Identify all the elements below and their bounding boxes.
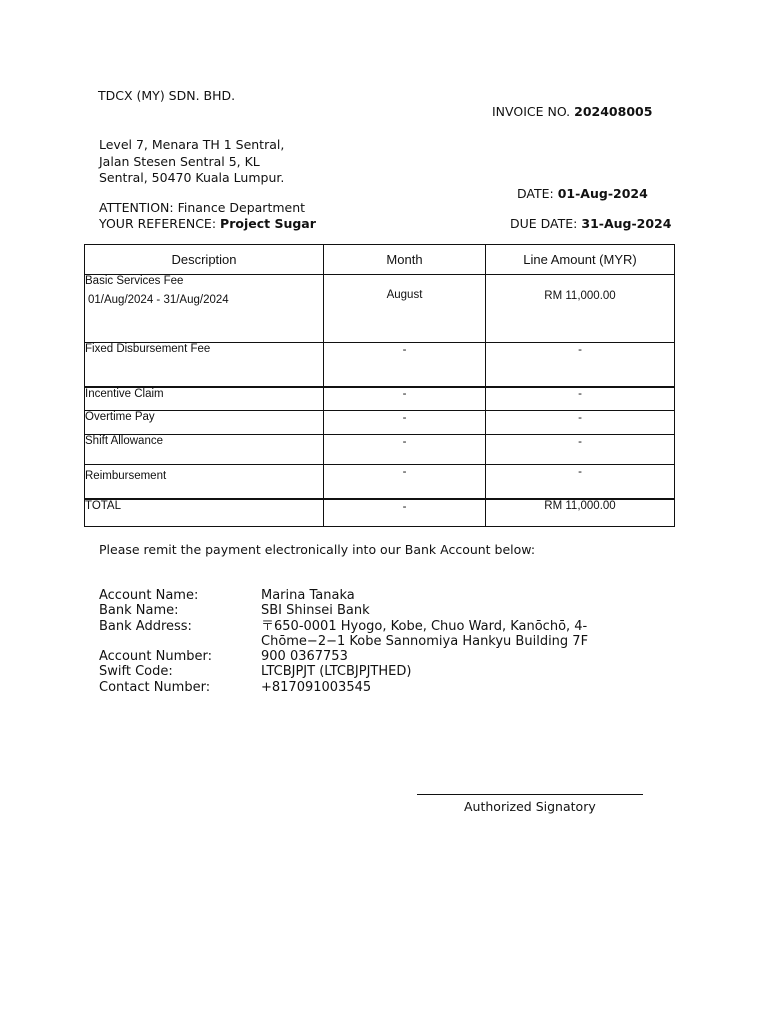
due-date <box>510 216 671 231</box>
row-amount: - <box>486 387 675 411</box>
row-amount: RM 11,000.00 <box>486 275 675 343</box>
contact-number-label: Contact Number: <box>99 679 211 695</box>
row-description <box>85 275 324 343</box>
bank-name-value: SBI Shinsei Bank <box>261 603 370 619</box>
row-description: Reimbursement <box>85 465 324 500</box>
invoice-date-value: 01-Aug-2024 <box>557 186 648 201</box>
row-description: Incentive Claim <box>85 387 324 411</box>
table-row <box>85 435 675 465</box>
table-header-row <box>85 245 675 275</box>
row-month: - <box>324 387 486 411</box>
contact-number-value: +817091003545 <box>261 679 372 695</box>
row-description: Shift Allowance <box>85 435 324 465</box>
invoice-table <box>84 244 675 527</box>
account-number-value: 900 0367753 <box>261 649 348 665</box>
row-amount: - <box>486 465 675 500</box>
bank-row-account-name <box>99 588 621 603</box>
due-date-value: 31-Aug-2024 <box>581 216 672 231</box>
row-amount: - <box>486 343 675 388</box>
table-row <box>85 411 675 435</box>
attention-value: Finance Department <box>177 200 306 215</box>
header-description: Description <box>85 245 324 275</box>
invoice-number <box>492 104 652 119</box>
header-month: Month <box>324 245 486 275</box>
table-row <box>85 387 675 411</box>
company-address <box>99 137 284 187</box>
table-row <box>85 343 675 388</box>
row-description: Fixed Disbursement Fee <box>85 343 324 388</box>
bank-row-contact <box>99 680 621 695</box>
bank-address-value: 〒650-0001 Hyogo, Kobe, Chuo Ward, Kanōchō, 4-Chōme−2−1 Kobe Sannomiya Hankyu Building 7F <box>261 618 589 649</box>
table-row <box>85 275 675 343</box>
row-month: August <box>324 275 486 343</box>
total-label: TOTAL <box>85 499 324 527</box>
row-month: - <box>324 435 486 465</box>
header-line-amount: Line Amount (MYR) <box>486 245 675 275</box>
invoice-date <box>517 186 648 201</box>
total-amount: RM 11,000.00 <box>486 499 675 527</box>
attention-line <box>99 200 305 215</box>
row-month: - <box>324 411 486 435</box>
row-description: Overtime Pay <box>85 411 324 435</box>
reference-label: YOUR REFERENCE: <box>99 216 217 231</box>
bank-details <box>99 588 621 695</box>
table-total-row <box>85 499 675 527</box>
invoice-date-label: DATE: <box>517 186 554 201</box>
address-line: Sentral, 50470 Kuala Lumpur. <box>99 170 285 185</box>
bank-row-address <box>99 619 621 650</box>
company-name: TDCX (MY) SDN. BHD. <box>98 88 236 103</box>
address-line: Level 7, Menara TH 1 Sentral, <box>99 137 285 152</box>
row-month: - <box>324 343 486 388</box>
total-month: - <box>324 499 486 527</box>
reference-value: Project Sugar <box>220 216 316 231</box>
account-name-value: Marina Tanaka <box>261 588 355 603</box>
address-line: Jalan Stesen Sentral 5, KL <box>99 153 260 169</box>
row-description-label: Basic Services Fee <box>85 275 184 287</box>
account-name-label: Account Name: <box>99 588 199 603</box>
swift-code-label: Swift Code: <box>99 664 173 680</box>
bank-row-bank-name <box>99 603 621 618</box>
authorized-signatory-label: Authorized Signatory <box>464 799 596 814</box>
remit-note: Please remit the payment electronically into our Bank Account below: <box>99 542 536 557</box>
bank-row-swift <box>99 664 621 679</box>
invoice-number-value: 202408005 <box>574 104 653 119</box>
due-date-label: DUE DATE: <box>510 216 578 231</box>
row-period: 01/Aug/2024 - 31/Aug/2024 <box>88 294 229 306</box>
attention-label: ATTENTION: <box>99 200 174 215</box>
row-amount: - <box>486 411 675 435</box>
table-row <box>85 465 675 500</box>
swift-code-value: LTCBJPJT (LTCBJPJTHED) <box>261 664 412 680</box>
row-amount: - <box>486 435 675 465</box>
bank-address-label: Bank Address: <box>99 618 192 634</box>
signature-line <box>417 794 643 795</box>
invoice-number-label: INVOICE NO. <box>492 104 571 119</box>
reference-line <box>99 216 316 231</box>
row-month: - <box>324 465 486 500</box>
bank-name-label: Bank Name: <box>99 603 179 619</box>
bank-row-account-number <box>99 649 621 664</box>
account-number-label: Account Number: <box>99 649 212 665</box>
